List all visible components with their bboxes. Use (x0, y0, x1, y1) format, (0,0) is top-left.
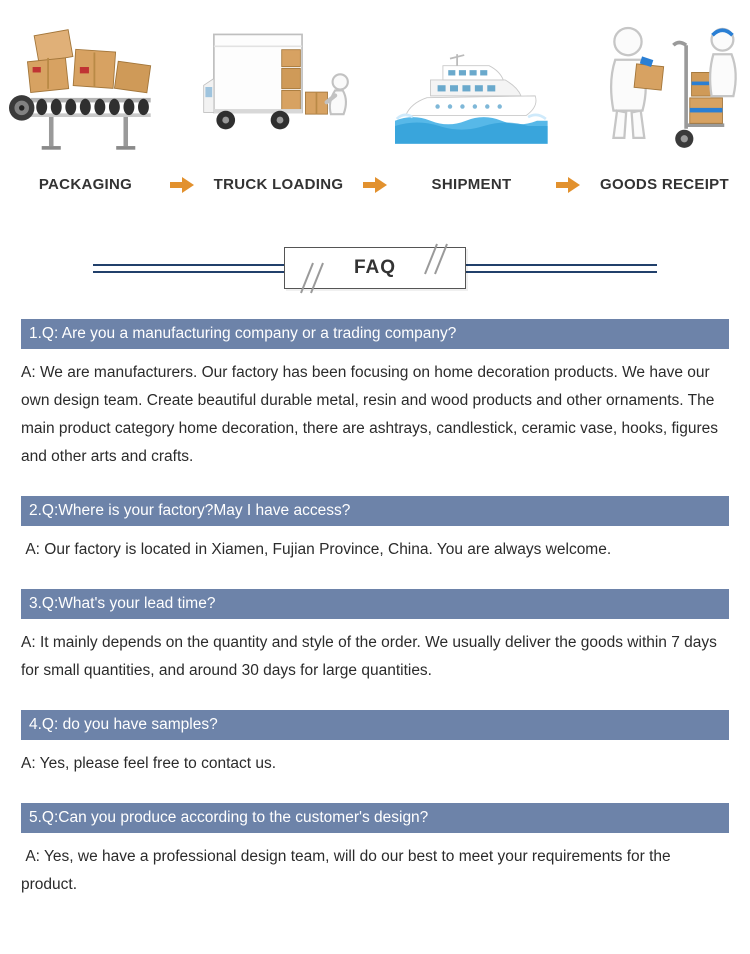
shipping-process-strip (0, 8, 750, 203)
faq-divider (93, 247, 657, 289)
shipment-icon (395, 14, 548, 160)
step-label-shipment: SHIPMENT (431, 176, 512, 193)
faq-question-4: 4.Q: do you have samples? (21, 710, 729, 740)
slash-decoration-icon (295, 261, 327, 300)
arrow-right-icon (362, 177, 388, 193)
faq-answer-2: A: Our factory is located in Xiamen, Fujian Province, China. You are always welcome. (21, 541, 612, 558)
step-label-packaging: PACKAGING (38, 176, 133, 193)
goods-receipt-icon (588, 14, 741, 160)
faq-answer-3: A: It mainly depends on the quantity and style of the order. We usually deliver the goods within 7 days for small quantities, and around 30 days for large quantities. (21, 634, 722, 679)
arrow-right-icon (555, 177, 581, 193)
faq-question-3: 3.Q:What's your lead time? (21, 589, 729, 619)
faq-answer-4: A: Yes, please feel free to contact us. (21, 755, 277, 772)
faq-item (21, 803, 729, 899)
faq-answer-1: A: We are manufacturers. Our factory has been focusing on home decoration products. We have our own design team. Create beautiful durable metal, resin and wood products and other ornaments. The main product category home decoration, there are ashtrays, candlestick, ceramic vase, hooks, figures and other arts and crafts. (21, 364, 723, 465)
faq-title: FAQ (353, 257, 397, 278)
packaging-icon (9, 14, 162, 160)
faq-question-2: 2.Q:Where is your factory?May I have access? (21, 496, 729, 526)
step-arrow (165, 171, 199, 193)
faq-section (0, 319, 750, 954)
shipment-illustration (392, 8, 551, 160)
faq-item (21, 496, 729, 564)
slash-decoration-icon (419, 242, 451, 281)
faq-item (21, 319, 729, 471)
step-label-truck-loading: TRUCK LOADING (213, 176, 344, 193)
faq-question-5: 5.Q:Can you produce according to the customer's design? (21, 803, 729, 833)
faq-item (21, 589, 729, 685)
truck-loading-icon (202, 14, 355, 160)
step-label-goods-receipt: GOODS RECEIPT (600, 176, 729, 193)
arrow-right-icon (169, 177, 195, 193)
divider-line-right (466, 264, 657, 273)
divider-line-left (93, 264, 284, 273)
step-arrow (551, 171, 585, 193)
truck-loading-illustration (199, 8, 358, 160)
packaging-illustration (6, 8, 165, 160)
faq-question-1: 1.Q: Are you a manufacturing company or a trading company? (21, 319, 729, 349)
faq-answer-5: A: Yes, we have a professional design team, will do our best to meet your requirements for the product. (21, 848, 675, 893)
goods-receipt-illustration (585, 8, 744, 160)
step-arrow (358, 171, 392, 193)
faq-title-box (284, 247, 466, 289)
faq-item (21, 710, 729, 778)
